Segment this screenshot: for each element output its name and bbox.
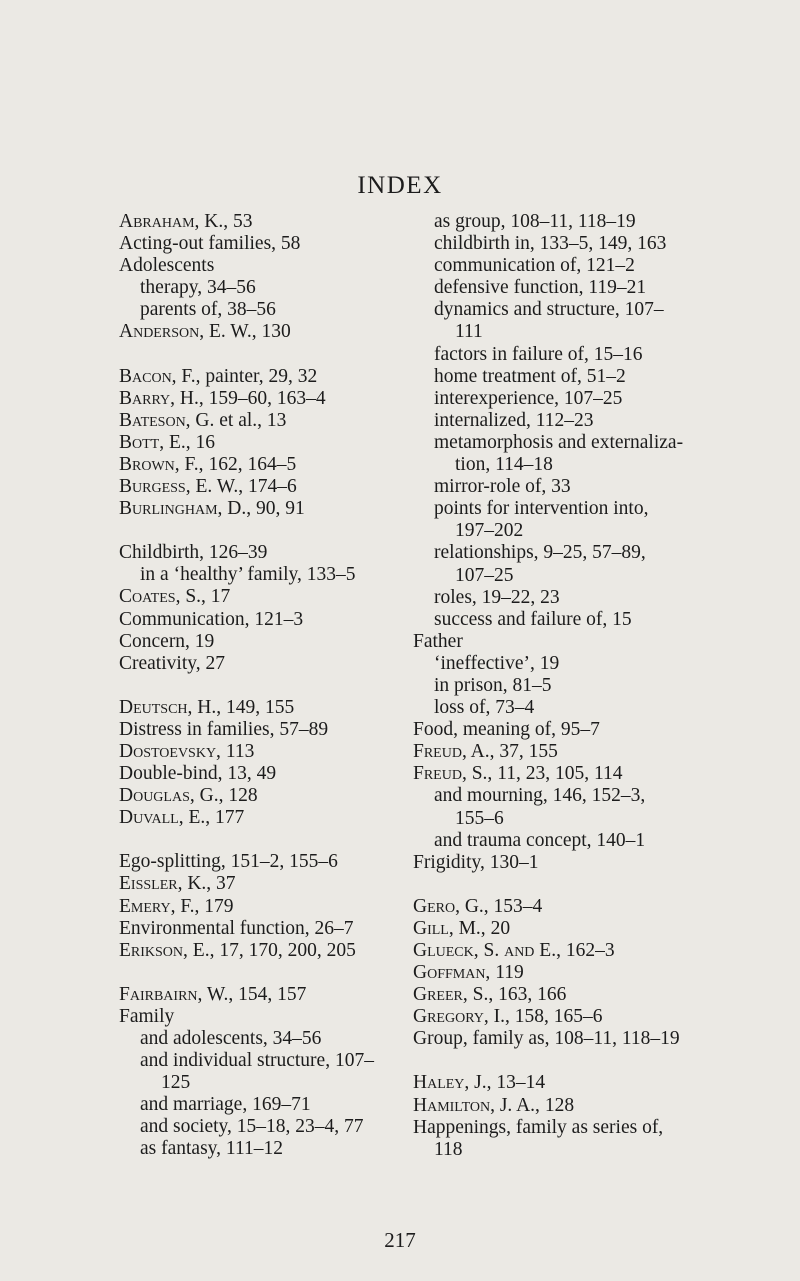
index-entry-pages: 107–25 — [455, 564, 514, 586]
index-entry-pages: factors in failure of, 15–16 — [434, 343, 643, 365]
index-entry-pages: success and failure of, 15 — [434, 608, 632, 630]
index-entry-pages: as fantasy, 111–12 — [140, 1138, 283, 1160]
index-subentry — [413, 454, 785, 476]
index-entry — [413, 1072, 785, 1094]
index-entry-pages: Father — [413, 630, 463, 652]
index-entry — [413, 962, 785, 984]
index-entry-pages: 37, 155 — [494, 741, 558, 763]
index-subentry — [413, 211, 785, 233]
index-subentry — [413, 542, 785, 564]
index-subentry — [413, 565, 785, 587]
index-entry-pages: and marriage, 169–71 — [140, 1094, 311, 1116]
index-entry-pages: 37 — [211, 873, 236, 895]
index-entry-pages: loss of, 73–4 — [434, 697, 535, 719]
index-subentry — [413, 830, 785, 852]
index-entry — [413, 1117, 785, 1139]
index-entry-name: Erikson, E., — [119, 939, 215, 961]
index-entry-pages: 11, 23, 105, 114 — [492, 763, 623, 785]
index-entry-pages: Happenings, family as series of, — [413, 1116, 664, 1138]
index-subentry — [413, 432, 785, 454]
index-subentry — [413, 344, 785, 366]
index-entry-pages: 17, 170, 200, 205 — [214, 939, 356, 961]
index-entry-pages: dynamics and structure, 107– — [434, 299, 664, 321]
index-entry-name: Deutsch, H., — [119, 696, 222, 718]
index-entry-pages: as group, 108–11, 118–19 — [434, 211, 636, 232]
index-entry — [413, 719, 785, 741]
index-entry — [413, 763, 785, 785]
index-entry-name: Dostoevsky, — [119, 740, 221, 762]
index-subentry — [413, 785, 785, 807]
index-subentry — [413, 675, 785, 697]
index-entry-name: Barry, H., — [119, 387, 204, 409]
index-entry-name: Abraham, K., — [119, 211, 229, 232]
index-entry-name: Fairbairn, W., — [119, 983, 234, 1005]
index-entry-pages: 163, 166 — [493, 984, 567, 1006]
index-entry-pages: 179 — [199, 895, 234, 917]
index-entry-pages: painter, 29, 32 — [200, 365, 318, 387]
index-entry-pages: and society, 15–18, 23–4, 77 — [140, 1116, 364, 1138]
index-entry-name: Douglas, G., — [119, 785, 224, 807]
index-entry-pages: tion, 114–18 — [455, 454, 553, 476]
index-entry-pages: metamorphosis and externaliza- — [434, 431, 684, 453]
index-entry-pages: in prison, 81–5 — [434, 674, 552, 696]
index-entry-name: Eissler, K., — [119, 873, 212, 895]
index-entry-pages: Adolescents — [119, 255, 215, 277]
index-column-right — [413, 211, 785, 1161]
index-entry-pages: and adolescents, 34–56 — [140, 1028, 322, 1049]
index-entry-pages: 20 — [485, 917, 511, 939]
index-entry-pages: 119 — [490, 962, 524, 984]
index-entry-name: Freud, S., — [413, 763, 493, 785]
index-entry-pages: 158, 165–6 — [509, 1006, 603, 1028]
index-entry-pages: Childbirth, 126–39 — [119, 542, 268, 564]
index-entry-pages: 16 — [190, 431, 216, 453]
index-entry-pages: 149, 155 — [221, 696, 295, 718]
index-entry-name: Gero, G., — [413, 895, 489, 917]
index-entry-name: Haley, J., — [413, 1072, 492, 1094]
index-entry-name: Greer, S., — [413, 984, 494, 1006]
index-entry-pages: Acting-out families, 58 — [119, 233, 301, 255]
index-entry-pages: Concern, 19 — [119, 630, 215, 652]
index-entry-name: Bateson, G. — [119, 409, 215, 431]
index-entry-pages: 162, 164–5 — [203, 453, 297, 475]
index-entry-pages: Food, meaning of, 95–7 — [413, 719, 600, 741]
index-entry-pages: childbirth in, 133–5, 149, 163 — [434, 233, 667, 255]
index-entry-pages: Environmental function, 26–7 — [119, 917, 354, 939]
index-entry-name: Burgess, E. W., — [119, 476, 244, 498]
index-entry — [413, 1095, 785, 1117]
index-entry-pages: and mourning, 146, 152–3, — [434, 785, 646, 807]
index-entry-pages: mirror-role of, 33 — [434, 476, 571, 498]
index-entry-pages: 174–6 — [243, 476, 297, 498]
index-entry — [413, 1028, 785, 1050]
index-entry-pages: parents of, 38–56 — [140, 299, 276, 321]
index-entry-pages: 155–6 — [455, 807, 504, 829]
index-subentry — [413, 653, 785, 675]
index-entry-pages: 197–202 — [455, 520, 524, 542]
index-subentry — [413, 388, 785, 410]
index-entry-pages: 130 — [256, 321, 291, 343]
index-entry-pages: 128 — [539, 1094, 575, 1116]
index-entry — [413, 984, 785, 1006]
index-entry-pages: 118 — [434, 1138, 463, 1160]
index-entry-name: Bott, E., — [119, 431, 191, 453]
index-entry-pages: communication of, 121–2 — [434, 255, 635, 277]
index-entry-name: Brown, F., — [119, 453, 204, 475]
index-entry-pages: 53 — [228, 211, 253, 232]
index-entry — [413, 852, 785, 874]
index-subentry — [413, 321, 785, 343]
index-entry-pages: defensive function, 119–21 — [434, 277, 647, 299]
index-subentry — [413, 299, 785, 321]
index-entry-name: Gregory, I., — [413, 1006, 510, 1028]
index-entry-pages: Family — [119, 1005, 175, 1027]
index-entry-pages: 113 — [220, 740, 255, 762]
page-title: INDEX — [357, 172, 443, 199]
index-entry-pages: 128 — [223, 785, 258, 807]
index-entry-pages: 125 — [161, 1072, 191, 1094]
index-entry-pages: interexperience, 107–25 — [434, 387, 623, 409]
index-entry-name: Hamilton, J. A., — [413, 1094, 540, 1116]
index-entry-pages: Frigidity, 130–1 — [413, 851, 539, 873]
index-entry-pages: 159–60, 163–4 — [203, 387, 326, 409]
index-subentry — [413, 498, 785, 520]
index-entry — [413, 1006, 785, 1028]
index-entry-pages: and trauma concept, 140–1 — [434, 829, 646, 851]
index-entry-pages: points for intervention into, — [434, 498, 649, 520]
index-entry — [413, 896, 785, 918]
index-entry-pages: home treatment of, 51–2 — [434, 365, 626, 387]
index-subentry — [413, 366, 785, 388]
index-entry-pages: 177 — [210, 807, 245, 829]
index-entry-pages: Group, family as, 108–11, 118–19 — [413, 1028, 680, 1050]
index-subentry — [413, 587, 785, 609]
index-subentry — [413, 609, 785, 631]
index-subentry — [413, 255, 785, 277]
index-entry-pages: Communication, 121–3 — [119, 608, 304, 630]
index-entry-pages: relationships, 9–25, 57–89, — [434, 542, 646, 564]
index-entry-pages: Double-bind, 13, 49 — [119, 763, 277, 785]
index-entry-pages: and individual structure, 107– — [140, 1050, 374, 1072]
index-entry-name: Coates, S., — [119, 586, 206, 608]
index-subentry — [413, 233, 785, 255]
index-entry-pages: 111 — [455, 321, 483, 343]
index-entry-pages: therapy, 34–56 — [140, 277, 256, 299]
index-entry-pages: et al., 13 — [214, 409, 287, 431]
page-number: 217 — [384, 1228, 416, 1252]
index-subentry — [413, 1139, 785, 1161]
index-entry — [413, 741, 785, 763]
index-entry-pages: 162–3 — [560, 940, 615, 961]
index-entry-pages: roles, 19–22, 23 — [434, 586, 560, 608]
index-entry-pages: in a ‘healthy’ family, 133–5 — [140, 564, 356, 586]
index-entry-name: Duvall, E., — [119, 807, 211, 829]
index-entry-pages: 13–14 — [491, 1072, 546, 1094]
index-entry-pages: Ego-splitting, 151–2, 155–6 — [119, 851, 338, 873]
index-entry-pages: 153–4 — [488, 895, 543, 917]
index-entry-pages: Distress in families, 57–89 — [119, 718, 329, 740]
index-gap — [413, 1050, 785, 1072]
index-subentry — [413, 476, 785, 498]
index-entry-name: Glueck, S. and E., — [413, 940, 561, 961]
index-entry-name: Emery, F., — [119, 895, 200, 917]
index-subentry — [413, 808, 785, 830]
index-entry-name: Gill, M., — [413, 917, 486, 939]
index-subentry — [413, 520, 785, 542]
index-subentry — [413, 697, 785, 719]
index-entry — [413, 940, 785, 962]
index-entry-pages: ‘ineffective’, 19 — [434, 652, 560, 674]
index-entry-name: Burlingham, D., — [119, 498, 252, 520]
index-gap — [413, 874, 785, 896]
index-entry-name: Freud, A., — [413, 741, 495, 763]
index-subentry — [413, 410, 785, 432]
index-subentry — [413, 277, 785, 299]
index-entry-pages: 90, 91 — [251, 498, 305, 520]
index-entry-name: Goffman, — [413, 962, 491, 984]
index-entry-pages: 17 — [205, 586, 231, 608]
index-entry-pages: 154, 157 — [233, 983, 307, 1005]
index-entry — [413, 631, 785, 653]
index-entry-name: Anderson, E. W., — [119, 321, 257, 343]
index-entry-pages: Creativity, 27 — [119, 652, 225, 674]
index-entry-name: Bacon, F., — [119, 365, 201, 387]
index-entry — [413, 918, 785, 940]
index-entry-pages: internalized, 112–23 — [434, 409, 594, 431]
